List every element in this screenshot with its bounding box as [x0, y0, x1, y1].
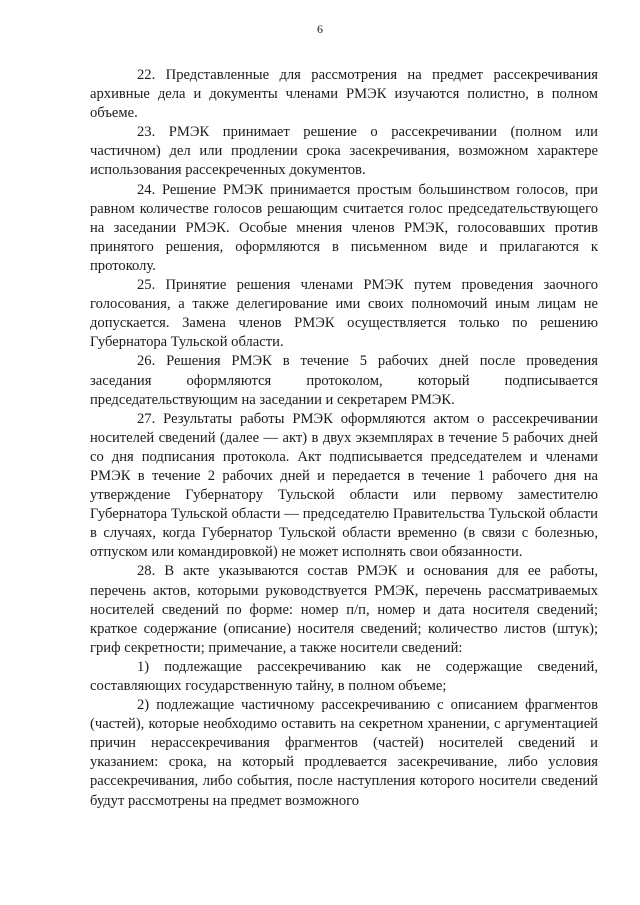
paragraph-26: 26. Решения РМЭК в течение 5 рабочих дней после проведения заседания оформляются протоколом, который подписывается председательствующим на заседании и секретарем РМЭК. [90, 353, 598, 408]
paragraph-23: 23. РМЭК принимает решение о рассекречивании (полном или частичном) дел или продлении срока засекречивания, возможном характере использования рассекреченных документов. [90, 124, 598, 179]
paragraph-22: 22. Представленные для рассмотрения на предмет рассекречивания архивные дела и документы членами РМЭК изучаются полистно, в полном объеме. [90, 67, 598, 122]
paragraph-27: 27. Результаты работы РМЭК оформляются актом о рассекречивании носителей сведений (далее — акт) в двух экземплярах в течение 5 рабочих дней со дня подписания протокола. Акт подписывается председателем и членами РМЭК в течение 2 рабочих дней и передается в течение 1 рабочего дня на утверждение Губернатору Тульской области или первому заместителю Губернатора Тульской области — председателю Правительства Тульской области в случаях, когда Губернатор Тульской области временно (в связи с болезнью, отпуском или командировкой) не может исполнять свои обязанности. [90, 410, 598, 561]
paragraph-28: 28. В акте указываются состав РМЭК и основания для ее работы, перечень актов, которыми руководствуется РМЭК, перечень рассматриваемых носителей сведений по форме: номер п/п, номер и дата носителя сведений; краткое содержание (описание) носителя сведений; количество листов (штук); гриф секретности; примечание, а также носители сведений: [90, 563, 598, 656]
paragraph-24: 24. Решение РМЭК принимается простым большинством голосов, при равном количестве голосов решающим считается голос председательствующего на заседании РМЭК. Особые мнения членов РМЭК, голосовавших против принятого решения, оформляются в письменном виде и прилагаются к протоколу. [90, 181, 598, 274]
page-number: 6 [317, 22, 323, 36]
paragraph-25: 25. Принятие решения членами РМЭК путем проведения заочного голосования, а также делегирование ими своих полномочий иным лицам не допускается. Замена членов РМЭК осуществляется только по решению Губернатора Тульской области. [90, 277, 598, 351]
document-body [90, 66, 598, 811]
list-item-1: 1) подлежащие рассекречиванию как не содержащие сведений, составляющих государственную тайну, в полном объеме; [90, 658, 598, 694]
list-item-2: 2) подлежащие частичному рассекречиванию с описанием фрагментов (частей), которые необходимо оставить на секретном хранении, с аргументацией причин нерассекречивания фрагментов (частей) носителей сведений и указанием: срока, на который продлевается засекречивание, либо условия рассекречивания, либо события, после наступления которого носители сведений будут рассмотрены на предмет возможного [90, 697, 598, 809]
